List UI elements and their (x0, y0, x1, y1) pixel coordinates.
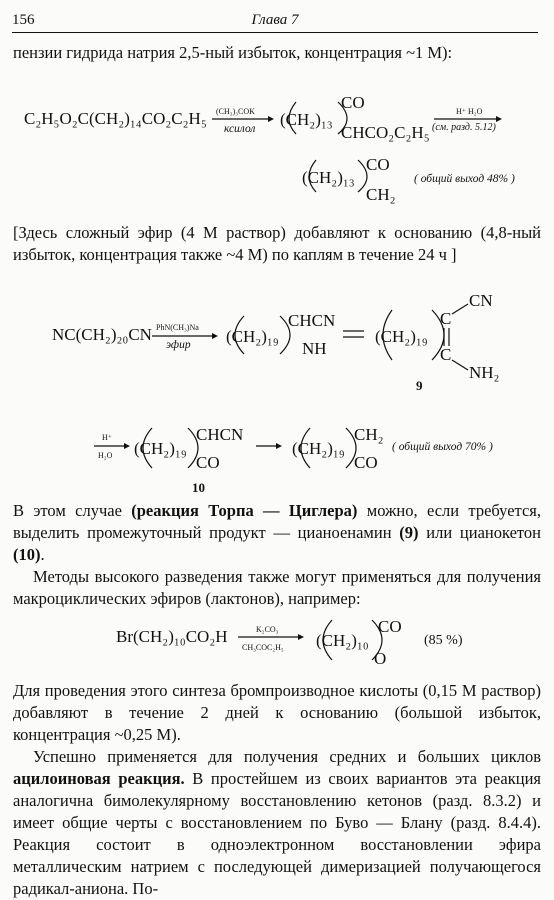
scheme-4 (0, 608, 554, 688)
scheme1-product-ring: (CH₂)₁₃ (302, 168, 355, 187)
p3-compound-9: (9) (399, 523, 419, 542)
scheme2-ring1: (CH₂)₁₉ (226, 327, 279, 346)
scheme2-ring1-top: CHCN (288, 311, 336, 330)
p3-reaction-name: (реакция Торпа — Циглера) (131, 501, 358, 520)
scheme3-arrowhead-1 (124, 443, 130, 449)
p3-text-4: . (40, 545, 45, 564)
scheme2-ring2-c-top: C (440, 309, 452, 328)
p3-text-2: можно, если требуется, выделить промежуточный продукт — цианоенамин (13, 501, 541, 542)
scheme4-reagent-bottom: CH₃COC₂H₅ (242, 643, 284, 652)
compound-9-label: 9 (416, 378, 423, 393)
scheme2-ring2-nh2: NH₂ (469, 363, 500, 382)
compound-10-label: 10 (192, 480, 205, 495)
scheme2-reagent-top: PhN(CH₃)Na (156, 323, 199, 332)
paragraph-6 (13, 746, 541, 900)
scheme2-ring2-c-bottom: C (440, 345, 452, 364)
scheme1-yield: ( общий выход 48% ) (414, 173, 515, 185)
scheme3-ring2-bottom: CO (354, 453, 378, 472)
scheme3-ring1-bottom: CO (196, 453, 220, 472)
scheme3-arrowhead-2 (276, 443, 282, 449)
scheme4-yield: (85 %) (424, 633, 463, 648)
p6-text-1: Успешно применяется для получения средних и больших циклов (33, 747, 541, 766)
scheme4-ring: (CH₂)₁₀ (316, 631, 369, 650)
scheme2-arrowhead (212, 333, 218, 339)
scheme3-yield: ( общий выход 70% ) (392, 441, 493, 453)
chapter-title: Глава 7 (251, 12, 299, 28)
paragraph-1: пензии гидрида натрия 2,5-ный избыток, концентрация ~1 М): (13, 43, 453, 62)
scheme1-reagent-bottom: ксилол (224, 123, 256, 135)
scheme1-product-bottom: CH₂ (366, 185, 396, 204)
scheme2-reactant: NC(CH₂)₂₀CN (52, 325, 152, 344)
p6-text-2: В простейшем из своих вариантов эта реакция аналогична бимолекулярному восстановлению кетонов (разд. 8.3.2) и имеет общие черты с восстановлением по Буво — Блану (разд. 8.4.4). Реакция состоит в одноэлектронном восстановлении эфира металлическим натрием с последующей димеризацией получающегося радикал-аниона. По- (13, 769, 541, 898)
scheme1-reagent2-top: H⁺ H₂O (456, 107, 483, 116)
scheme4-ring-top: CO (378, 617, 402, 636)
scheme1-ring-label: (CH₂)₁₃ (280, 110, 333, 129)
scheme2-cn-bond (452, 304, 468, 314)
scheme1-arrowhead-2 (496, 116, 502, 122)
scheme4-reagent-top: K₂CO₃ (256, 625, 279, 634)
scheme3-reagent-top: H⁺ (102, 433, 112, 442)
page-number: 156 (12, 12, 35, 28)
scheme2-nh2-bond (452, 360, 468, 370)
scheme1-reagent2-bottom: (см. разд. 5.12) (432, 122, 496, 133)
scheme3-reagent-bottom: H₂O (98, 451, 113, 460)
scheme1-arrowhead-1 (268, 116, 274, 122)
scheme1-product-top: CO (366, 155, 390, 174)
scheme4-ring-bottom: O (374, 649, 387, 668)
page-header (12, 12, 538, 33)
scheme-3 (0, 406, 554, 496)
scheme4-reactant: Br(CH₂)₁₀CO₂H (116, 627, 228, 646)
scheme-2 (0, 292, 554, 392)
scheme2-ring1-bottom: NH (302, 339, 327, 358)
scheme3-ring1: (CH₂)₁₉ (134, 439, 187, 458)
scheme-1 (0, 88, 554, 228)
scheme2-ring2: (CH₂)₁₉ (375, 327, 428, 346)
scheme1-top-group: CO (341, 93, 365, 112)
scheme4-arrowhead (298, 634, 304, 640)
scheme3-ring2-top: CH₂ (354, 425, 384, 444)
scheme1-reagent-top: (CH₃)₃COK (216, 107, 255, 116)
paragraph-3 (13, 500, 541, 566)
p3-compound-10: (10) (13, 545, 41, 564)
p3-text-3: или цианокетон (418, 523, 541, 542)
scheme2-reagent-bottom: эфир (166, 339, 191, 351)
paragraph-4: Методы высокого разведения также могут применяться для получения макроциклических эфиров (лактонов), например: (13, 567, 541, 608)
scheme3-ring2: (CH₂)₁₉ (292, 439, 345, 458)
scheme2-ring2-cn: CN (469, 291, 493, 310)
paragraph-2: [Здесь сложный эфир (4 М раствор) добавляют к основанию (4,8-ный избыток, концентрация также ~4 М) по каплям в течение 24 ч ] (13, 223, 541, 264)
p3-text-1: В этом случае (13, 501, 132, 520)
scheme1-reactant: C₂H₅O₂C(CH₂)₁₄CO₂C₂H₅ (24, 109, 207, 128)
p6-reaction-name: ацилоиновая реакция. (13, 769, 185, 788)
paragraph-5: Для проведения этого синтеза бромпроизводное кислоты (0,15 М раствор) добавляют в течение 2 дней к основанию (большой избыток, концентрация ~0,25 М). (13, 681, 541, 744)
scheme3-ring1-top: CHCN (196, 425, 244, 444)
scheme1-bottom-group: CHCO₂C₂H₅ (341, 123, 430, 142)
